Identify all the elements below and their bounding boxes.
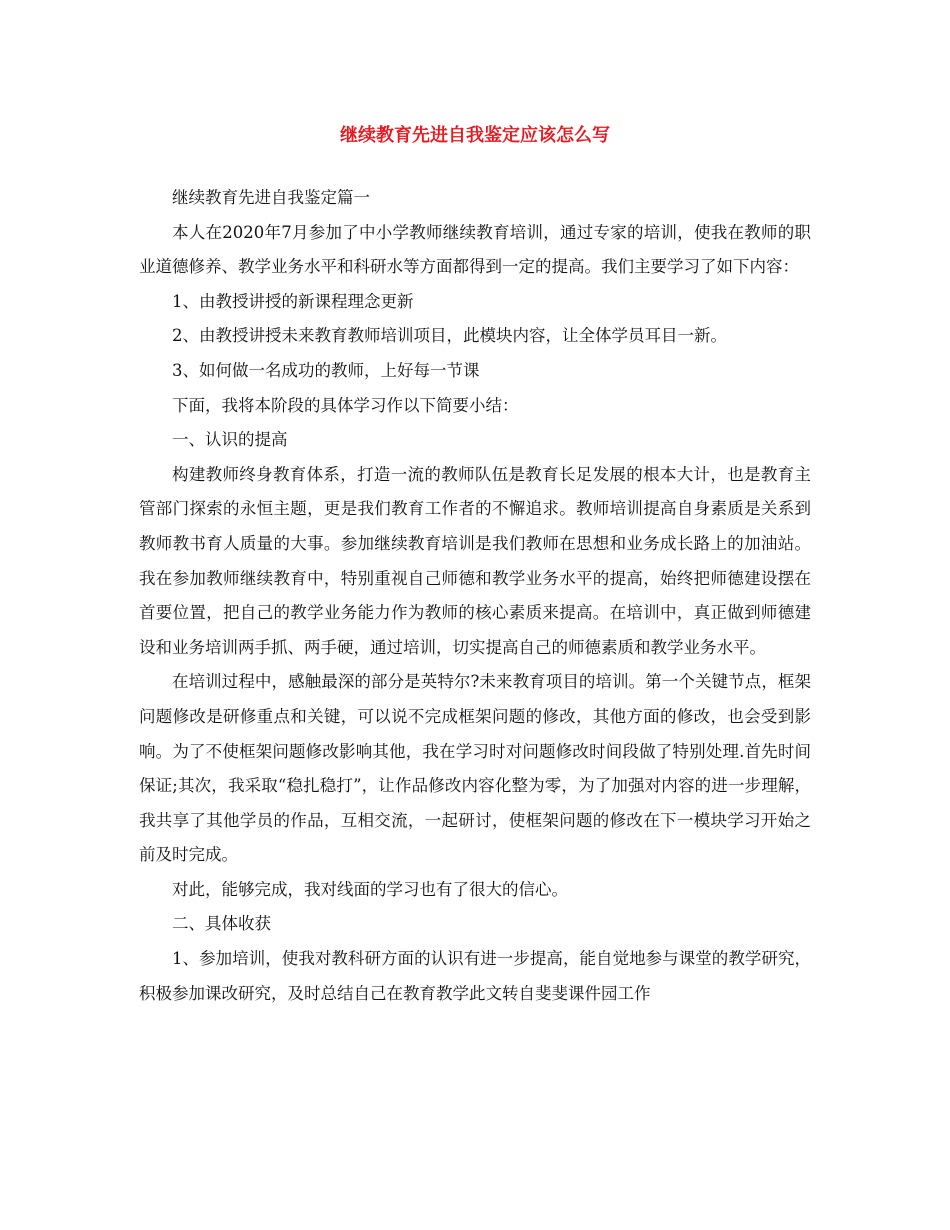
list-item-3: 3、如何做一名成功的教师，上好每一节课 [172, 360, 480, 380]
paragraph-training: 在培训过程中，感触最深的部分是英特尔?未来教育项目的培训。第一个关键节点，框架问题修改是研修重点和关键，可以说不完成框架问题的修改，其他方面的修改，也会受到影响。为了不使框架问题修改影响其他，我在学习时对问题修改时间段做了特别处理.首先时间保证;其次，我采取“稳扎稳打”，让作品修改内容化整为零，为了加强对内容的进一步理解，我共享了其他学员的作品，互相交流，一起研讨，使框架问题的修改在下一模块学习开始之前及时完成。 [139, 672, 811, 865]
section-heading-1: 一、认识的提高 [172, 430, 288, 450]
document-body [139, 181, 811, 1011]
paragraph-section-1: 构建教师终身教育体系，打造一流的教师队伍是教育长足发展的根本大计，也是教育主管部门探索的永恒主题，更是我们教育工作者的不懈追求。教师培训提高自身素质是关系到教师教书育人质量的大事。参加继续教育培训是我们教师在思想和业务成长路上的加油站。我在参加教师继续教育中，特别重视自己师德和教学业务水平的提高，始终把师德建设摆在首要位置，把自己的教学业务能力作为教师的核心素质来提高。在培训中，真正做到师德建设和业务培训两手抓、两手硬，通过培训，切实提高自己的师德素质和教学业务水平。 [139, 464, 811, 657]
list-item-1: 1、由教授讲授的新课程理念更新 [172, 291, 414, 311]
paragraph-heading: 继续教育先进自我鉴定篇一 [172, 188, 370, 207]
section-heading-2: 二、具体收获 [172, 914, 271, 934]
paragraph-confidence: 对此，能够完成，我对线面的学习也有了很大的信心。 [172, 879, 568, 899]
list-item-2: 2、由教授讲授未来教育教师培训项目，此模块内容，让全体学员耳目一新。 [172, 326, 727, 346]
paragraph-section-2: 1、参加培训，使我对教科研方面的认识有进一步提高，能自觉地参与课堂的教学研究，积极参加课改研究，及时总结自己在教育教学此文转自斐斐课件园工作 [139, 949, 811, 1003]
document-title: 继续教育先进自我鉴定应该怎么写 [340, 125, 610, 146]
paragraph-intro: 本人在2020年7月参加了中小学教师继续教育培训，通过专家的培训，使我在教师的职业道德修养、教学业务水平和科研水等方面都得到一定的提高。我们主要学习了如下内容： [139, 222, 811, 277]
paragraph-summary-intro: 下面，我将本阶段的具体学习作以下简要小结： [172, 395, 519, 415]
